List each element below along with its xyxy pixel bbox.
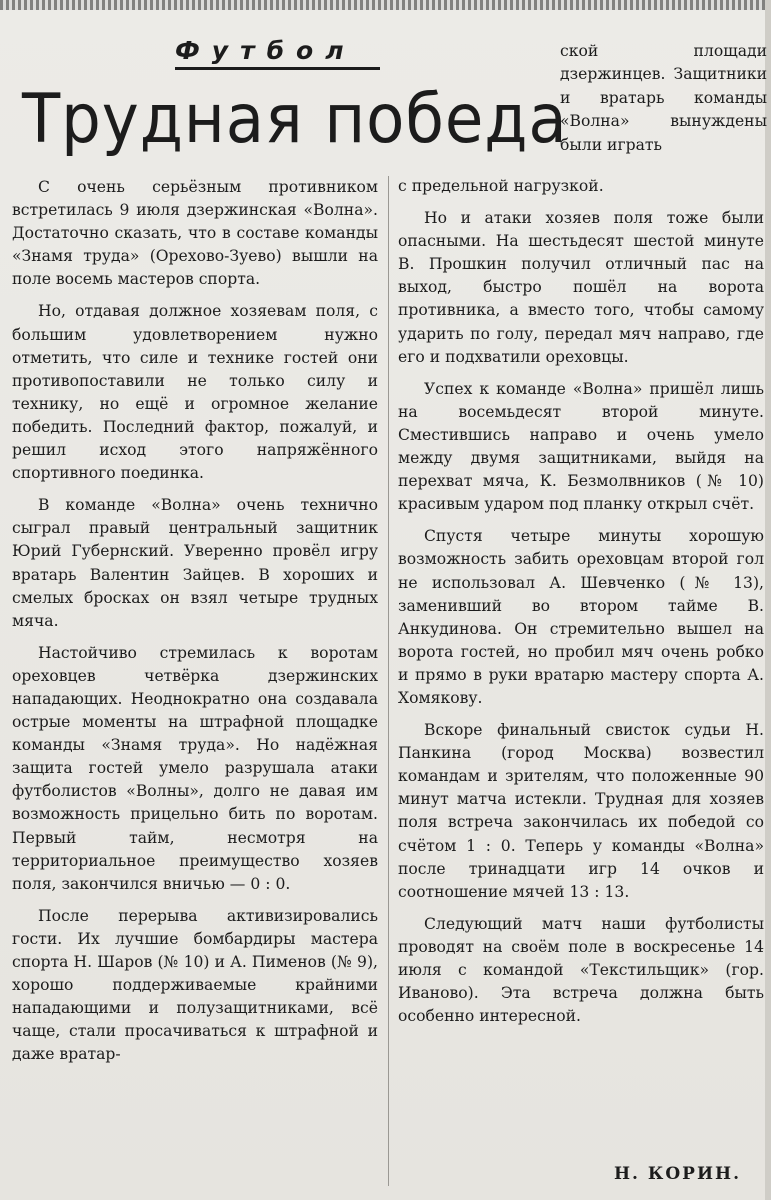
article-column-right	[398, 175, 764, 1028]
paragraph: Спустя четыре минуты хорошую возможность забить ореховцам второй гол не использовал А. Шевченко (№ 13), заменивший во втором тайме В. Анкудинова. Он стремительно вышел на ворота гостей, но пробил мяч очень робко и прямо в руки вратарю мастеру спорта А. Хомякову.	[398, 527, 764, 707]
paragraph: ской площади дзержинцев. Защитники и вратарь команды «Волна» вынуждены были играть	[560, 42, 767, 154]
column-divider	[388, 176, 389, 1186]
article-headline: Трудная победа	[22, 80, 568, 159]
paragraph: Успех к команде «Волна» пришёл лишь на восемьдесят второй минуте. Сместившись направо и очень умело между двумя защитниками, выйдя на перехват мяча, К. Безмолвников (№ 10) красивым ударом под планку открыл счёт.	[398, 379, 764, 514]
author-signature: Н. КОРИН.	[614, 1164, 741, 1184]
page-right-edge	[765, 0, 771, 1200]
article-column-right-top	[560, 40, 767, 157]
paragraph: Но и атаки хозяев поля тоже были опасными. На шестьдесят шестой минуте В. Прошкин получил отличный пас на выход, быстро пошёл на ворота противника, а вместо того, чтобы самому ударить по голу, передал мяч направо, где его и подхватили ореховцы.	[398, 209, 764, 366]
paragraph: Вскоре финальный свисток судьи Н. Панкина (город Москва) возвестил командам и зрителям, что положенные 90 минут матча истекли. Трудная для хозяев поля встреча закончилась их победой со счётом 1 : 0. Теперь у команды «Волна» после тринадцати игр 14 очков и соотношение мячей 13 : 13.	[398, 721, 764, 901]
paragraph: После перерыва активизировались гости. Их лучшие бомбардиры мастера спорта Н. Шаров (№ 10) и А. Пименов (№ 9), хорошо поддерживаемые крайними нападающими и полузащитниками, всё чаще, стали просачиваться к штрафной и даже вратар-	[12, 906, 378, 1064]
rubric-heading: Футбол	[175, 36, 356, 65]
rubric-underline	[175, 67, 380, 70]
paragraph: Настойчиво стремилась к воротам ореховцев четвёрка дзержинских нападающих. Неоднократно она создавала острые моменты на штрафной площадке команды «Знамя труда». Но надёжная защита гостей умело разрушала атаки футболистов «Волны», долго не давая им возможность прицельно бить по воротам. Первый тайм, несмотря на территориальное преимущество хозяев поля, закончился вничью — 0 : 0.	[12, 643, 378, 893]
paragraph-continuation: с предельной нагрузкой.	[398, 177, 604, 195]
paragraph: В команде «Волна» очень технично сыграл правый центральный защитник Юрий Губернский. Уверенно провёл игру вратарь Валентин Зайцев. В хороших и смелых бросках он взял четыре трудных мяча.	[12, 496, 378, 630]
torn-top-edge	[0, 0, 771, 10]
paragraph: Следующий матч наши футболисты проводят на своём поле в воскресенье 14 июля с командой «Текстильщик» (гор. Иваново). Эта встреча должна быть особенно интересной.	[398, 914, 764, 1026]
article-column-left	[12, 176, 378, 1066]
paragraph: Но, отдавая должное хозяевам поля, с большим удовлетворением нужно отметить, что силе и технике гостей они противопоставили не только силу и технику, но ещё и огромное желание победить. Последний фактор, пожалуй, и решил исход этого напряжённого спортивного поединка.	[12, 302, 378, 483]
paragraph: С очень серьёзным противником встретилась 9 июля дзержинская «Волна». Достаточно сказать, что в составе команды «Знамя труда» (Орехово-Зуево) вышли на поле восемь мастеров спорта.	[12, 178, 378, 289]
